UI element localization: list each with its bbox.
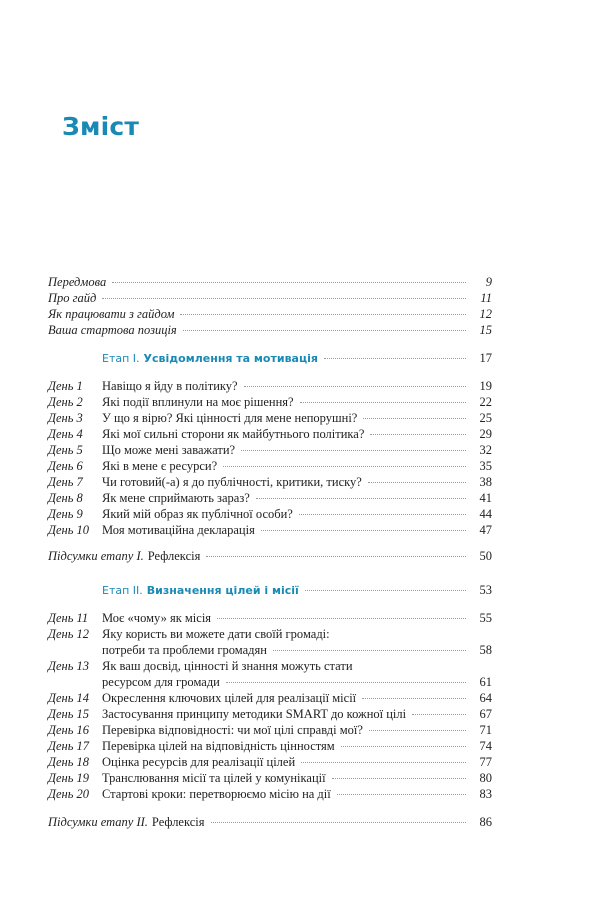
toc-day-entry[interactable]: [48, 610, 492, 626]
page-number: 41: [479, 491, 492, 505]
page-number: 74: [479, 739, 492, 753]
dot-leader: [332, 778, 466, 779]
page-number: 61: [479, 675, 492, 689]
toc-front-entry[interactable]: [48, 290, 492, 306]
summary-title: Рефлексія: [147, 549, 201, 563]
entry-title: Яку користь ви можете дати своїй громаді:: [102, 627, 330, 641]
toc-day-entry[interactable]: [48, 458, 492, 474]
page-number: 15: [479, 323, 492, 337]
day-label: День 13: [48, 659, 90, 673]
entry-title: Чи готовий(-а) я до публічності, критики, тиску?: [102, 475, 362, 489]
dot-leader: [112, 282, 466, 283]
page-number: 38: [479, 475, 492, 489]
toc-day-entry[interactable]: [48, 410, 492, 426]
dot-leader: [412, 714, 466, 715]
entry-title: Про гайд: [48, 291, 97, 305]
toc-day-entry[interactable]: [48, 786, 492, 802]
entry-title: Ваша стартова позиція: [48, 323, 177, 337]
dot-leader: [369, 730, 466, 731]
page-number: 29: [479, 427, 492, 441]
day-label: День 3: [48, 411, 83, 425]
entry-title: Навіщо я йду в політику?: [102, 379, 238, 393]
toc-summary-entry[interactable]: [48, 548, 492, 564]
page-number: 12: [479, 307, 492, 321]
entry-title: Перевірка відповідності: чи мої цілі справді мої?: [102, 723, 363, 737]
dot-leader: [341, 746, 466, 747]
dot-leader: [226, 682, 466, 683]
page-number: 11: [480, 291, 492, 305]
day-label: День 18: [48, 755, 90, 769]
day-label: День 6: [48, 459, 83, 473]
entry-title: Що може мені заважати?: [102, 443, 236, 457]
toc-day-entry[interactable]: [48, 706, 492, 722]
toc-day-entry[interactable]: [48, 738, 492, 754]
day-label: День 15: [48, 707, 90, 721]
page-number: 50: [479, 549, 492, 563]
toc-front-entry[interactable]: [48, 274, 492, 290]
toc-day-entry[interactable]: [48, 442, 492, 458]
page-number: 25: [479, 411, 492, 425]
dot-leader: [261, 530, 466, 531]
dot-leader: [211, 822, 466, 823]
toc-day-entry[interactable]: [48, 626, 492, 658]
dot-leader: [363, 418, 466, 419]
stage-label: Етап I.: [102, 352, 140, 365]
dot-leader: [256, 498, 466, 499]
page-number: 32: [479, 443, 492, 457]
toc-day-entry[interactable]: [48, 426, 492, 442]
toc-day-entry[interactable]: [48, 490, 492, 506]
dot-leader: [337, 794, 466, 795]
day-label: День 4: [48, 427, 83, 441]
page-number: 47: [479, 523, 492, 537]
toc-day-entry[interactable]: [48, 506, 492, 522]
entry-title: Моя мотиваційна декларація: [102, 523, 255, 537]
page-number: 64: [479, 691, 492, 705]
stage-name: Визначення цілей і місії: [146, 584, 299, 597]
toc-front-entry[interactable]: [48, 306, 492, 322]
page-number: 22: [479, 395, 492, 409]
entry-title: Які в мене є ресурси?: [102, 459, 218, 473]
entry-title: Передмова: [48, 275, 107, 289]
dot-leader: [241, 450, 466, 451]
toc-day-entry[interactable]: [48, 770, 492, 786]
toc-day-entry[interactable]: [48, 474, 492, 490]
page-number: 19: [479, 379, 492, 393]
entry-title-continued: ресурсом для громади: [102, 675, 220, 689]
day-label: День 12: [48, 627, 90, 641]
stage-label: Етап II.: [102, 584, 143, 597]
day-label: День 14: [48, 691, 90, 705]
dot-leader: [305, 590, 466, 591]
day-label: День 19: [48, 771, 90, 785]
dot-leader: [180, 314, 466, 315]
entry-title-continued: потреби та проблеми громадян: [102, 643, 267, 657]
day-label: День 11: [48, 611, 89, 625]
day-label: День 10: [48, 523, 90, 537]
entry-title: Оцінка ресурсів для реалізації цілей: [102, 755, 296, 769]
page-title: Зміст: [62, 112, 140, 141]
entry-title: Окреслення ключових цілей для реалізації місії: [102, 691, 357, 705]
dot-leader: [223, 466, 466, 467]
entry-title: У що я вірю? Які цінності для мене непорушні?: [102, 411, 358, 425]
dot-leader: [368, 482, 466, 483]
day-label: День 1: [48, 379, 83, 393]
page-number: 9: [485, 275, 492, 289]
toc-day-entry[interactable]: [48, 394, 492, 410]
day-label: День 7: [48, 475, 83, 489]
page-number: 80: [479, 771, 492, 785]
day-label: День 17: [48, 739, 90, 753]
summary-label: Підсумки етапу II.: [48, 815, 148, 829]
day-label: День 5: [48, 443, 83, 457]
dot-leader: [301, 762, 466, 763]
entry-title: Транслювання місії та цілей у комунікації: [102, 771, 326, 785]
toc-summary-entry[interactable]: [48, 814, 492, 830]
day-label: День 16: [48, 723, 90, 737]
page-number: 53: [479, 583, 492, 597]
entry-title: Який мій образ як публічної особи?: [102, 507, 293, 521]
toc-stage-heading[interactable]: [48, 350, 492, 366]
page-number: 44: [479, 507, 492, 521]
entry-title: Як ваш досвід, цінності й знання можуть стати: [102, 659, 353, 673]
page-number: 67: [479, 707, 492, 721]
day-label: День 9: [48, 507, 83, 521]
summary-label: Підсумки етапу I.: [48, 549, 144, 563]
dot-leader: [299, 514, 466, 515]
toc-day-entry[interactable]: [48, 658, 492, 690]
toc-day-entry[interactable]: [48, 378, 492, 394]
page-number: 35: [479, 459, 492, 473]
entry-title: Моє «чому» як місія: [102, 611, 212, 625]
entry-title: Перевірка цілей на відповідність цінностям: [102, 739, 335, 753]
dot-leader: [273, 650, 466, 651]
toc-day-entry[interactable]: [48, 754, 492, 770]
table-of-contents: [48, 274, 492, 830]
dot-leader: [370, 434, 466, 435]
page-number: 86: [479, 815, 492, 829]
toc-day-entry[interactable]: [48, 522, 492, 538]
page-number: 83: [479, 787, 492, 801]
dot-leader: [362, 698, 466, 699]
day-label: День 8: [48, 491, 83, 505]
entry-title: Як мене сприймають зараз?: [102, 491, 250, 505]
dot-leader: [183, 330, 466, 331]
toc-day-entry[interactable]: [48, 722, 492, 738]
toc-day-entry[interactable]: [48, 690, 492, 706]
page-number: 58: [479, 643, 492, 657]
entry-title: Як працювати з гайдом: [48, 307, 175, 321]
page-number: 77: [479, 755, 492, 769]
page-number: 17: [479, 351, 492, 365]
dot-leader: [206, 556, 466, 557]
summary-title: Рефлексія: [151, 815, 205, 829]
dot-leader: [102, 298, 466, 299]
day-label: День 20: [48, 787, 90, 801]
stage-name: Усвідомлення та мотивація: [143, 352, 318, 365]
day-label: День 2: [48, 395, 83, 409]
page-number: 55: [479, 611, 492, 625]
dot-leader: [244, 386, 466, 387]
toc-front-entry[interactable]: [48, 322, 492, 338]
entry-title: Застосування принципу методики SMART до кожної цілі: [102, 707, 407, 721]
dot-leader: [300, 402, 466, 403]
dot-leader: [217, 618, 466, 619]
toc-stage-heading[interactable]: [48, 582, 492, 598]
entry-title: Які мої сильні сторони як майбутнього політика?: [102, 427, 365, 441]
dot-leader: [324, 358, 466, 359]
entry-title: Які події вплинули на моє рішення?: [102, 395, 294, 409]
entry-title: Стартові кроки: перетворюємо місію на дії: [102, 787, 331, 801]
page-number: 71: [479, 723, 492, 737]
